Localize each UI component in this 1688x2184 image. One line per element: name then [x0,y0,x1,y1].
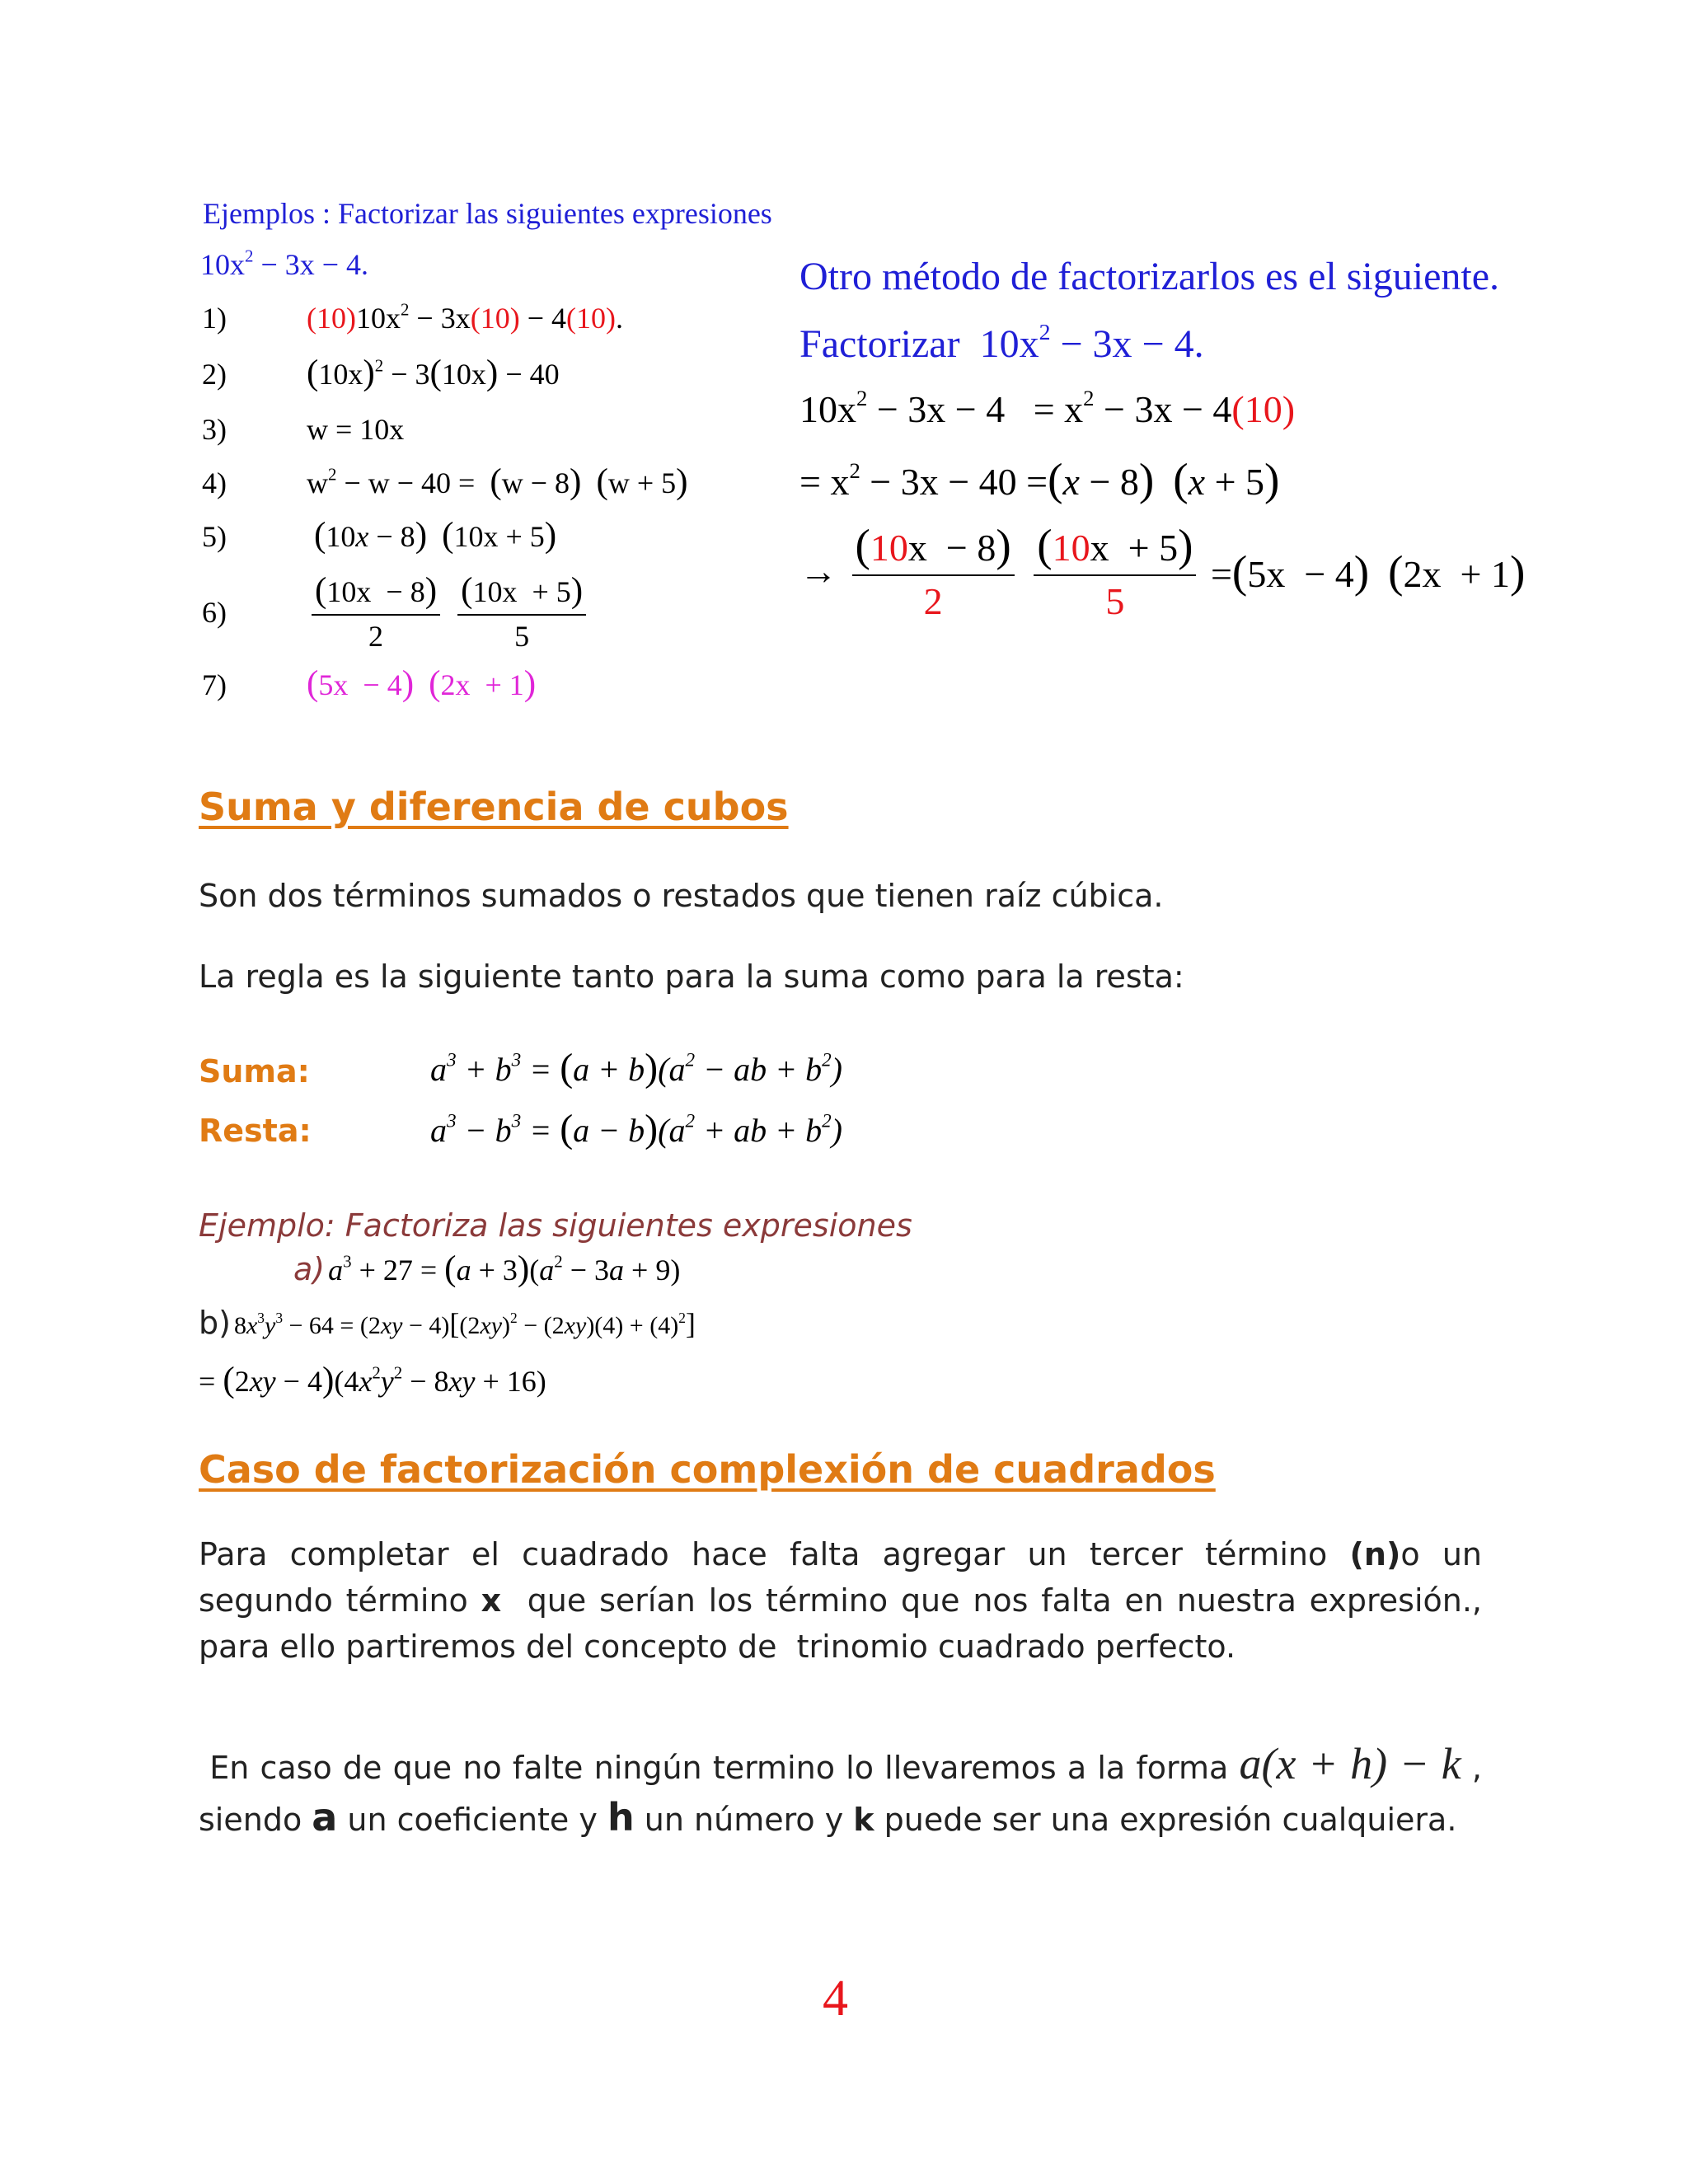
step-2: 2) $(10x)^2 - 3(10x) - 40$ [202,354,560,392]
other-method-line3: → $\frac{(10x - 8)}{2}$ $\frac{(10x + 5)}{5}$ =(5x − 4) (2x + 1) [799,520,1526,622]
cubes-example-b-line2: = $(2xy - 4)(4x^2y^2 - 8xy + 16)$ [199,1361,546,1399]
suma-label: Suma: [199,1053,310,1090]
examples-heading: Ejemplos : Factorizar las siguientes expresiones [203,197,772,230]
step-7: 7) (5x − 4) (2x + 1) [202,664,537,703]
step-6: 6) $\frac{(10x - 8)}{2}$ $\frac{(10x + 5)}{5}$ [202,570,591,654]
cubes-example-a: a) $a^3 + 27 = (a + 3)(a^2 - 3a + 9)$ [293,1249,681,1288]
cubes-heading: Suma y diferencia de cubos [199,785,789,829]
cubes-example-b: b) $8x^3y^3 - 64 = (2xy - 4)[(2xy)^2 - (2xy)(4) + (4)^2]$ [199,1305,696,1341]
resta-label: Resta: [199,1113,312,1149]
squares-paragraph-2: En caso de que no falte ningún termino lo llevaremos a la forma a(x + h) − k , siendo a un coeficiente y h un número y k puede ser una expresión cualquiera. [199,1739,1482,1840]
other-method-title: Otro método de factorizarlos es el siguiente. [799,255,1500,298]
step-5: 5) (10x − 8) (10x + 5) [202,516,557,555]
examples-expression: $10x^2 - 3x - 4$. [200,246,369,281]
resta-formula: $a^3 - b^3 = (a - b)(a^2$ + ab + $b^2$) [430,1107,842,1151]
suma-formula: $a^3 + b^3 = (a + b)(a^2$ − ab + $b^2$) [430,1046,842,1090]
squares-paragraph-1: Para completar el cuadrado hace falta agregar un tercer término (n)o un segundo término x que serían los término que nos falta en nuestra expresión., para ello partiremos del concepto de trinomio cuadrado perfecto. [199,1536,1483,1665]
other-method-factorizar: Factorizar $10x^2 - 3x - 4$. [799,320,1204,366]
squares-heading: Caso de factorización complexión de cuadrados [199,1447,1216,1492]
other-method-line2: = $x^2 - 3x - 40 =(x - 8) (x + 5)$ [799,454,1280,504]
cubes-intro-1: Son dos términos sumados o restados que tienen raíz cúbica. [199,878,1164,914]
step-1: 1) $(10)10x^2 - 3x(10) - 4(10)$. [202,299,624,335]
page-number: 4 [823,1971,848,2027]
cubes-example-heading: Ejemplo: Factoriza las siguientes expresiones [199,1207,912,1244]
cubes-intro-2: La regla es la siguiente tanto para la suma como para la resta: [199,958,1184,995]
step-3: 3) w = 10x [202,413,405,446]
other-method-line1: $10x^2 - 3x - 4 = x^2 - 3x - 4(10)$ [799,386,1296,430]
step-4: 4) $w^2 - w - 40 = (w - 8) (w + 5)$ [202,462,688,501]
